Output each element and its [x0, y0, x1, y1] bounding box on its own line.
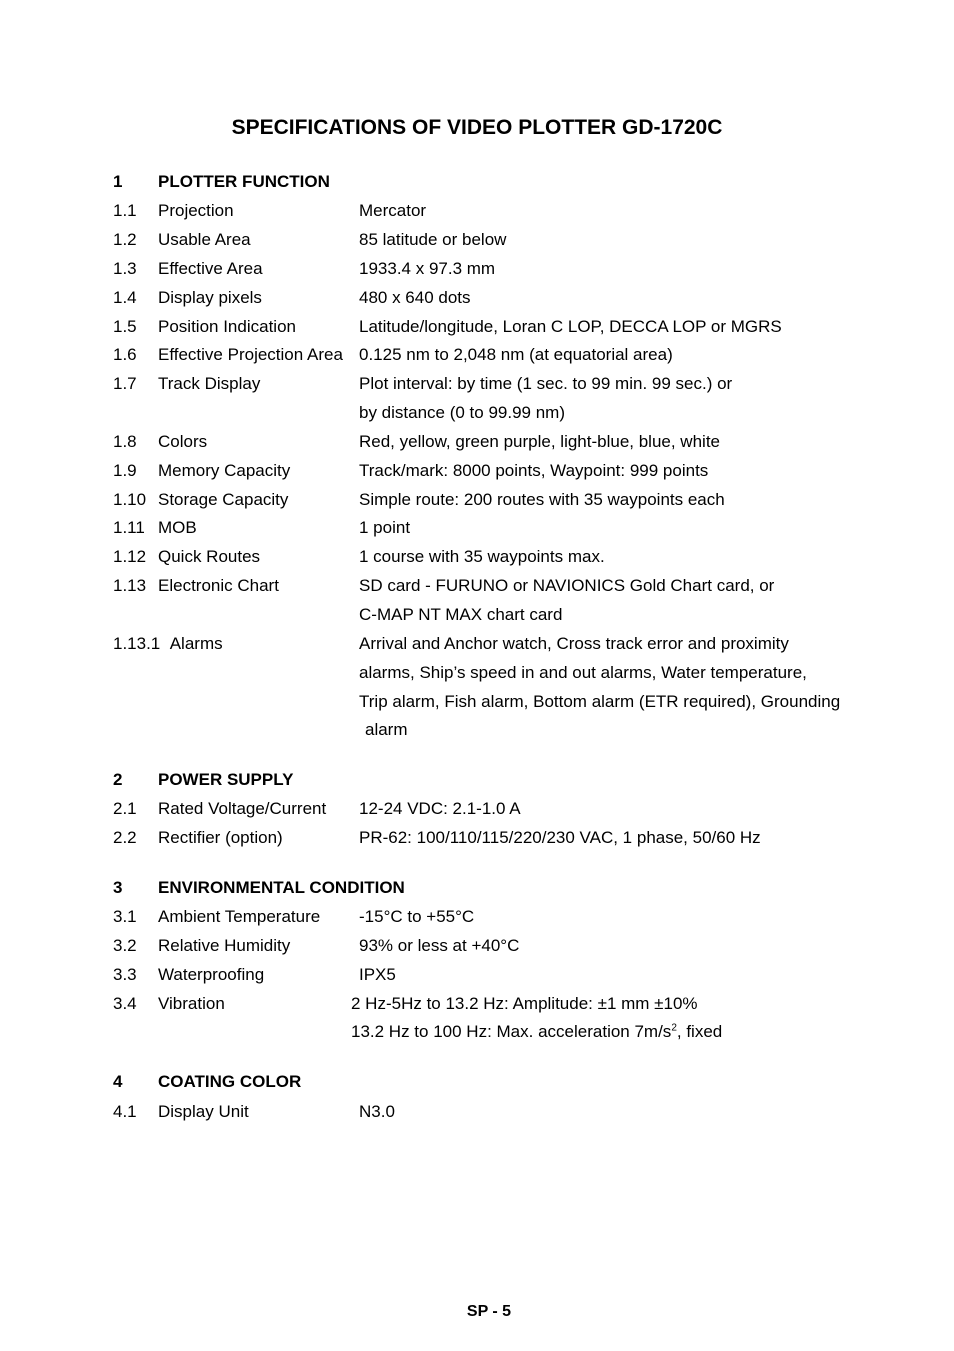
item-label: Alarms	[169, 634, 223, 653]
item-value-continued	[351, 1022, 722, 1042]
section-title: PLOTTER FUNCTION	[158, 172, 330, 191]
section-heading-coating-color	[113, 1072, 301, 1092]
spec-row	[113, 907, 320, 927]
item-label: Usable Area	[158, 230, 251, 249]
spec-row	[113, 1102, 249, 1122]
item-number: 1.4	[113, 288, 137, 307]
item-number: 1.7	[113, 374, 137, 393]
item-value: 480 x 640 dots	[359, 288, 471, 307]
item-value: Plot interval: by time (1 sec. to 99 min. 99 sec.) or	[359, 374, 733, 393]
item-value: Mercator	[359, 201, 427, 220]
section-heading-environmental-condition	[113, 878, 405, 898]
item-number: 1.13.1	[113, 634, 161, 653]
spec-row	[113, 259, 263, 279]
item-label: Effective Area	[158, 259, 263, 278]
section-title: POWER SUPPLY	[158, 770, 294, 789]
spec-row	[113, 461, 290, 481]
item-number: 1.11	[113, 518, 145, 537]
item-label: Rated Voltage/Current	[158, 799, 327, 818]
item-value: N3.0	[359, 1102, 395, 1121]
item-number: 1.13	[113, 576, 147, 595]
item-label: Track Display	[158, 374, 261, 393]
item-value: Track/mark: 8000 points, Waypoint: 999 points	[359, 461, 709, 480]
spec-row	[113, 230, 251, 250]
item-label: MOB	[158, 518, 197, 537]
spec-row	[113, 201, 234, 221]
section-heading-power-supply	[113, 770, 293, 790]
item-number: 3.2	[113, 936, 137, 955]
item-value: -15°C to +55°C	[359, 907, 475, 926]
item-label: Position Indication	[158, 317, 296, 336]
spec-row	[113, 547, 260, 567]
item-label: Display pixels	[158, 288, 262, 307]
item-number: 2.1	[113, 799, 137, 818]
item-number: 3.3	[113, 965, 137, 984]
section-number: 3	[113, 878, 123, 897]
item-value-continued: alarm	[365, 720, 408, 739]
item-label: Projection	[158, 201, 234, 220]
item-label: Rectifier (option)	[158, 828, 283, 847]
item-label: Effective Projection Area	[158, 345, 343, 364]
section-number: 4	[113, 1072, 123, 1091]
item-value: Latitude/longitude, Loran C LOP, DECCA LOP or MGRS	[359, 317, 782, 336]
item-label: Ambient Temperature	[158, 907, 321, 926]
item-label: Display Unit	[158, 1102, 249, 1121]
item-number: 1.10	[113, 490, 147, 509]
spec-row	[113, 828, 283, 848]
spec-row	[113, 936, 290, 956]
item-value-continued: by distance (0 to 99.99 nm)	[359, 403, 566, 422]
section-title: COATING COLOR	[158, 1072, 302, 1091]
section-number: 1	[113, 172, 123, 191]
item-value: Arrival and Anchor watch, Cross track error and proximity	[359, 634, 789, 653]
item-number: 1.9	[113, 461, 137, 480]
spec-row	[113, 490, 288, 510]
item-label: Storage Capacity	[158, 490, 289, 509]
spec-row	[113, 374, 260, 394]
section-title: ENVIRONMENTAL CONDITION	[158, 878, 405, 897]
item-value: 85 latitude or below	[359, 230, 507, 249]
spec-row	[113, 288, 262, 308]
spec-row	[113, 994, 225, 1014]
spec-row	[113, 317, 296, 337]
item-label: Colors	[158, 432, 208, 451]
item-number: 3.4	[113, 994, 137, 1013]
item-value: 1933.4 x 97.3 mm	[359, 259, 496, 278]
item-number: 1.8	[113, 432, 137, 451]
item-value: Simple route: 200 routes with 35 waypoints each	[359, 490, 725, 509]
item-number: 1.12	[113, 547, 147, 566]
spec-row	[113, 345, 343, 365]
spec-row	[113, 518, 197, 538]
item-number: 1.6	[113, 345, 137, 364]
page-number: SP - 5	[466, 1303, 512, 1320]
item-number: 1.5	[113, 317, 137, 336]
item-label: Memory Capacity	[158, 461, 291, 480]
item-label: Waterproofing	[158, 965, 265, 984]
item-value: SD card - FURUNO or NAVIONICS Gold Chart card, or	[359, 576, 775, 595]
spec-row	[113, 799, 326, 819]
item-value: 93% or less at +40°C	[359, 936, 520, 955]
item-number: 1.2	[113, 230, 137, 249]
item-label: Vibration	[158, 994, 225, 1013]
value-text: , fixed	[676, 1022, 723, 1041]
item-label: Quick Routes	[158, 547, 261, 566]
item-value: 2 Hz-5Hz to 13.2 Hz: Amplitude: ±1 mm ±10%	[351, 994, 698, 1013]
item-value-continued: alarms, Ship’s speed in and out alarms, Water temperature,	[359, 663, 807, 682]
superscript-exponent: 2	[671, 1022, 677, 1034]
item-value-continued: Trip alarm, Fish alarm, Bottom alarm (ETR required), Grounding	[359, 692, 841, 711]
value-text: 13.2 Hz to 100 Hz: Max. acceleration 7m/s	[351, 1022, 672, 1041]
section-heading-plotter-function	[113, 172, 330, 192]
item-number: 3.1	[113, 907, 137, 926]
item-label: Electronic Chart	[158, 576, 279, 595]
item-number: 2.2	[113, 828, 137, 847]
item-number: 1.1	[113, 201, 137, 220]
item-value: 1 point	[359, 518, 411, 537]
spec-row	[113, 432, 207, 452]
item-value: IPX5	[359, 965, 396, 984]
spec-row	[113, 634, 223, 654]
item-value-continued: C-MAP NT MAX chart card	[359, 605, 563, 624]
item-number: 4.1	[113, 1102, 137, 1121]
item-value: PR-62: 100/110/115/220/230 VAC, 1 phase, 50/60 Hz	[359, 828, 761, 847]
item-value: 0.125 nm to 2,048 nm (at equatorial area)	[359, 345, 673, 364]
item-label: Relative Humidity	[158, 936, 291, 955]
spec-row	[113, 965, 264, 985]
item-value: 1 course with 35 waypoints max.	[359, 547, 605, 566]
item-value: Red, yellow, green purple, light-blue, blue, white	[359, 432, 720, 451]
item-value: 12-24 VDC: 2.1-1.0 A	[359, 799, 521, 818]
item-number: 1.3	[113, 259, 137, 278]
section-number: 2	[113, 770, 123, 789]
page-title: SPECIFICATIONS OF VIDEO PLOTTER GD-1720C	[231, 116, 723, 139]
spec-row	[113, 576, 279, 596]
